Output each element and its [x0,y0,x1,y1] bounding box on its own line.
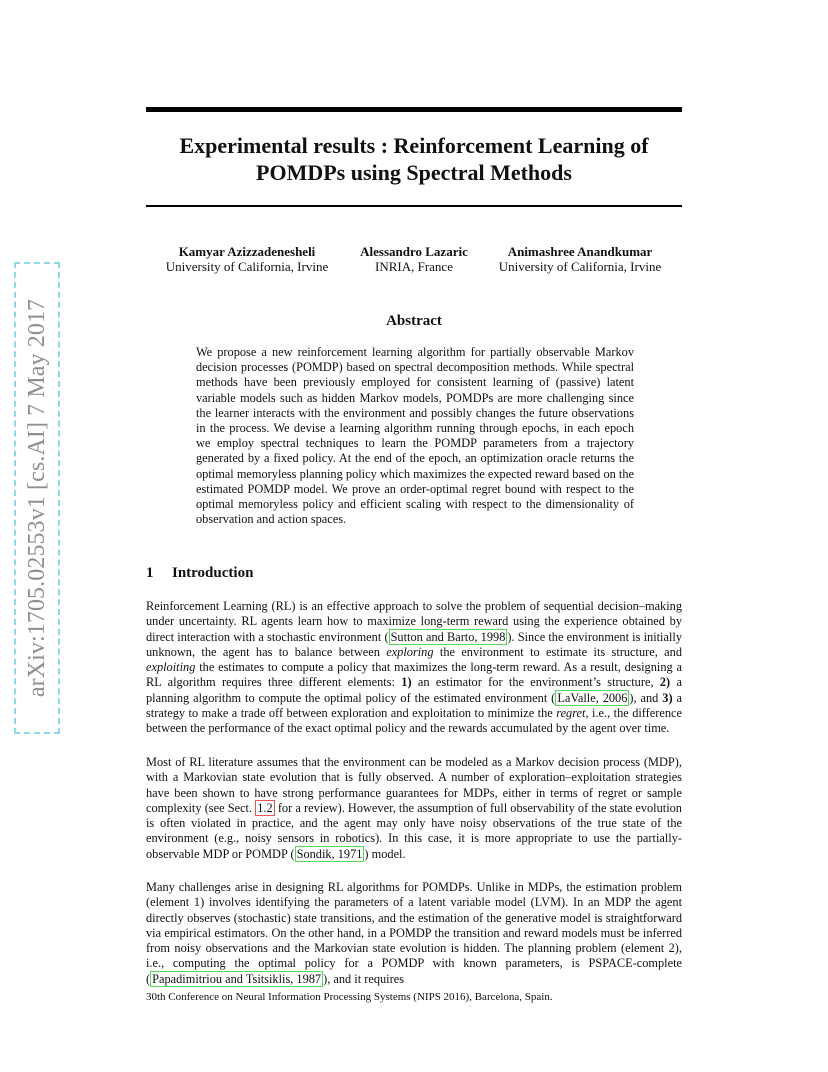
author-3 [482,244,678,274]
emphasis-text: exploiting [146,660,196,674]
author-name: Kamyar Azizzadenesheli [178,244,316,259]
intro-paragraph-2 [146,755,682,862]
intro-paragraph-3 [146,880,682,987]
text-run: the environment to estimate its structure, and [433,644,682,659]
citation-link[interactable]: LaValle, 2006 [557,690,628,705]
text-run: , i.e., the difference between the performance of the exact optimal policy and the rewards accumulated by the agent over time. [146,705,682,735]
author-affiliation: INRIA, France [375,259,453,274]
section-title: Introduction [172,565,254,581]
arxiv-identifier-text: arXiv:1705.02553v1 [cs.AI] 7 May 2017 [24,298,50,698]
paper-title [146,132,682,186]
author-affiliation: University of California, Irvine [165,259,329,274]
section-reference-link[interactable]: 1.2 [257,800,273,815]
emphasis-text: exploring [386,644,434,659]
citation-link[interactable]: Sondik, 1971 [296,846,363,861]
citation-link[interactable]: Papadimitriou and Tsitsiklis, 1987 [152,971,322,986]
author-name: Animashree Anandkumar [507,244,653,259]
text-run: the estimates to compute a policy that maximizes the long-term reward. As a result, designing a RL algorithm requires three different elements: [146,660,682,690]
element-number: 2) [659,675,671,690]
text-run: for a review). However, the assumption of full observability of the state evolution is often violated in practice, and the agent may only have noisy observations of the true state of the environment (e.g., noisy sensors in robotics). In this case, it is more appropriate to use the partially-observable MDP or POMDP ( [146,800,682,861]
title-bottom-rule [146,205,682,207]
section-number: 1 [146,565,154,581]
emphasis-text: regret [556,705,586,720]
text-run: an estimator for the environment’s structure, [411,675,660,690]
text-run: a planning algorithm to compute the optimal policy of the estimated environment ( [146,675,682,705]
title-top-rule [146,107,682,112]
arxiv-identifier-stamp[interactable] [14,262,60,734]
text-run: ) model. [364,846,406,861]
abstract-text: We propose a new reinforcement learning algorithm for partially observable Markov decision processes (POMDP) based on spectral decomposition methods. While spectral methods have been previously employed for consistent learning of (passive) latent variable models such as hidden Markov models, POMDPs are more challenging since the learner interacts with the environment and possibly changes the future observations in the process. We devise a learning algorithm running through epochs, in each epoch we employ spectral techniques to learn the POMDP parameters from a trajectory generated by a fixed policy. At the end of the epoch, an optimization oracle returns the optimal memoryless planning policy which maximizes the expected reward based on the estimated POMDP model. We prove an order-optimal regret bound with respect to the optimal memoryless policy and efficient scaling with respect to the dimensionality of observation and action spaces. [196,345,634,527]
text-run: ). Since the environment is initially unknown, the agent has to balance between [146,629,682,659]
text-run: Reinforcement Learning (RL) is an effective approach to solve the problem of sequential decision–making under uncertainty. RL agents learn how to maximize long-term reward using the experience obtained by direct interaction with a stochastic environment ( [146,599,682,644]
abstract-heading: Abstract [386,313,442,329]
text-run: Most of RL literature assumes that the environment can be modeled as a Markov decision process (MDP), with a Markovian state evolution that is fully observed. A number of exploration–exploitation strategies have been shown to have strong performance guarantees for MDPs, either in terms of regret or sample complexity (see Sect. [146,755,682,815]
text-run: ), and it requires [323,971,405,986]
paper-title-line-1: Experimental results : Reinforcement Learning of [179,133,649,158]
author-affiliation: University of California, Irvine [498,259,662,274]
author-2 [343,244,485,274]
element-number: 1) [401,675,412,690]
author-name: Alessandro Lazaric [360,244,468,259]
section-heading-introduction [146,565,253,582]
intro-paragraph-1 [146,599,682,736]
paper-title-line-2: POMDPs using Spectral Methods [256,160,572,185]
element-number: 3) [662,690,673,705]
author-1 [146,244,348,274]
text-run: a strategy to make a trade off between exploration and exploitation to minimize the [146,690,682,720]
conference-footer: 30th Conference on Neural Information Processing Systems (NIPS 2016), Barcelona, Spain. [146,991,553,1003]
text-run: Many challenges arise in designing RL algorithms for POMDPs. Unlike in MDPs, the estimation problem (element 1) involves identifying the parameters of a latent variable model (LVM). In an MDP the agent directly observes (stochastic) state transitions, and the estimation of the generative model is straightforward via empirical estimators. On the other hand, in a POMDP the transition and reward models must be inferred from noisy observations and the Markovian state evolution is hidden. The planning problem (element 2), i.e., computing the optimal policy for a POMDP with known parameters, is PSPACE-complete ( [146,880,682,986]
citation-link[interactable]: Sutton and Barto, 1998 [390,629,506,644]
text-run: ), and [629,690,663,705]
